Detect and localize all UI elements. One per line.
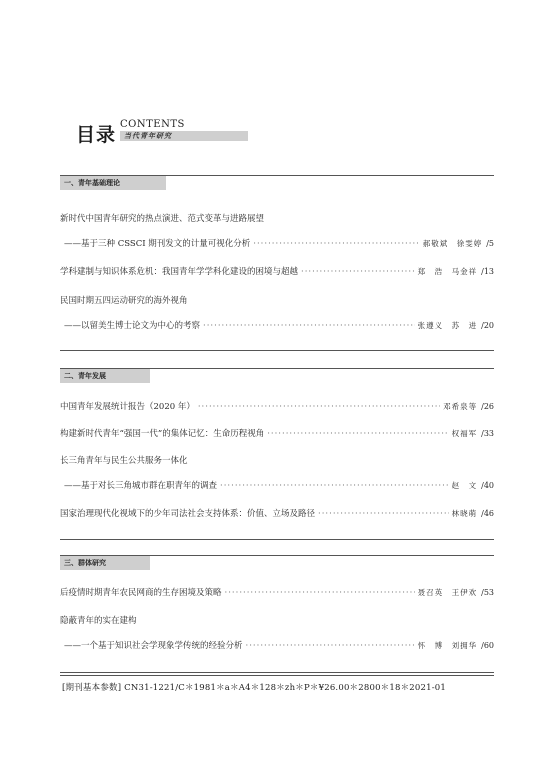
entry-title: ——以留美生博士论文为中心的考察: [64, 321, 201, 331]
footer-rule: [60, 675, 494, 676]
entry-title: ——基于三种 CSSCI 期刊发文的计量可视化分析: [64, 239, 251, 249]
leader-dots: [318, 508, 449, 520]
section-rule-bottom: [60, 350, 494, 351]
entry-title: ——基于对长三角城市群在职青年的调查: [64, 481, 218, 491]
entry-authors: 怀 博 刘拥华: [417, 641, 478, 650]
toc-entry[interactable]: [60, 320, 494, 332]
entry-page: /60: [481, 641, 494, 650]
entry-authors: 赵 文: [451, 481, 478, 490]
entry-page: /20: [481, 321, 494, 330]
toc-entry[interactable]: [60, 213, 494, 225]
leader-dots: [301, 266, 415, 278]
entry-authors: 郝敬斌 徐雯婷: [422, 239, 483, 248]
footer-rule: [60, 672, 494, 673]
toc-entry[interactable]: [60, 238, 494, 250]
entry-authors: 张遵义 苏 进: [417, 321, 478, 330]
toc-entry[interactable]: [60, 640, 494, 652]
leader-dots: [246, 640, 415, 652]
entry-title: 民国时期五四运动研究的海外视角: [60, 296, 188, 306]
toc-title: 目录: [76, 124, 117, 146]
entry-authors: 权福军: [451, 429, 478, 438]
toc-entry[interactable]: [60, 587, 494, 599]
toc-entry[interactable]: [60, 508, 494, 520]
entry-title: ——一个基于知识社会学现象学传统的经验分析: [64, 641, 243, 651]
leader-dots: [198, 401, 440, 413]
journal-name: 当代青年研究: [124, 131, 172, 140]
entry-page: /5: [486, 239, 494, 248]
entry-page: /40: [481, 481, 494, 490]
entry-title: 长三角青年与民生公共服务一体化: [60, 456, 188, 466]
entry-title: 后疫情时期青年农民网商的生存困境及策略: [60, 588, 222, 598]
toc-entry[interactable]: [60, 428, 494, 440]
toc-entry[interactable]: [60, 295, 494, 307]
toc-entry[interactable]: [60, 401, 494, 413]
entry-page: /33: [481, 429, 494, 438]
leader-dots: [267, 428, 448, 440]
section-heading: 二、青年发展: [60, 369, 150, 383]
leader-dots: [203, 320, 415, 332]
toc-title-en: CONTENTS: [120, 119, 185, 130]
section-rule-bottom: [60, 539, 494, 540]
entry-authors: 郑 浩 马金祥: [417, 267, 478, 276]
entry-title: 构建新时代青年“强国一代”的集体记忆：生命历程视角: [60, 429, 265, 439]
section-heading: 一、青年基础理论: [60, 176, 166, 190]
toc-entry[interactable]: [60, 480, 494, 492]
entry-title: 中国青年发展统计报告（2020 年）: [60, 402, 195, 412]
leader-dots: [225, 587, 415, 599]
entry-page: /13: [481, 267, 494, 276]
section-heading: 三、群体研究: [60, 556, 150, 570]
entry-title: 学科建制与知识体系危机：我国青年学学科化建设的困境与超越: [60, 267, 299, 277]
toc-entry[interactable]: [60, 455, 494, 467]
entry-page: /53: [481, 588, 494, 597]
entry-page: /46: [481, 509, 494, 518]
leader-dots: [220, 480, 449, 492]
entry-title: 隐蔽青年的实在建构: [60, 616, 137, 626]
journal-parameters: [期刊基本参数] CN31-1221/C＊1981＊a＊A4＊128＊zh＊P＊¥26.00＊2800＊18＊2021-01: [62, 683, 447, 693]
leader-dots: [253, 238, 419, 250]
entry-authors: 聂召英 王伊欢: [417, 588, 478, 597]
entry-authors: 林晓萌: [451, 509, 478, 518]
entry-title: 新时代中国青年研究的热点演进、范式变革与进路展望: [60, 214, 265, 224]
entry-title: 国家治理现代化视域下的少年司法社会支持体系：价值、立场及路径: [60, 509, 316, 519]
toc-entry[interactable]: [60, 266, 494, 278]
toc-entry[interactable]: [60, 615, 494, 627]
entry-authors: 邓希泉等: [443, 402, 478, 411]
entry-page: /26: [481, 402, 494, 411]
